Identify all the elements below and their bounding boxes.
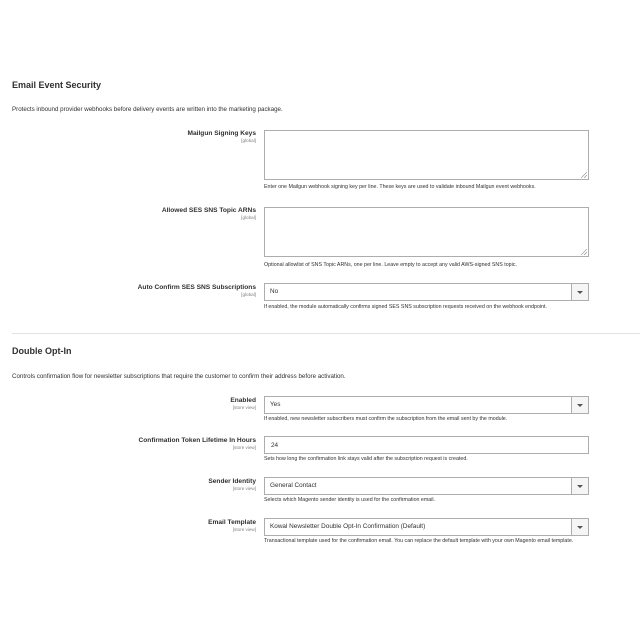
- field-label-email-template: Email Template: [208, 519, 256, 526]
- field-scope: [global]: [241, 292, 256, 297]
- section-divider: [12, 333, 640, 334]
- field-note-enabled: If enabled, new newsletter subscribers must confirm the subscription from the email sent by the module.: [264, 416, 508, 422]
- field-scope: [global]: [241, 215, 256, 220]
- field-scope: [store view]: [232, 445, 256, 450]
- token-lifetime-input[interactable]: [264, 436, 589, 454]
- select-arrow-button[interactable]: [571, 478, 588, 494]
- field-label-block: [208, 519, 256, 533]
- chevron-down-icon: [577, 526, 583, 529]
- field-scope: [store view]: [232, 486, 256, 491]
- field-label-mailgun-signing-keys: Mailgun Signing Keys: [187, 130, 256, 137]
- select-value: Yes: [270, 401, 281, 408]
- field-scope: [store view]: [232, 405, 256, 410]
- chevron-down-icon: [577, 404, 583, 407]
- allowed-sns-arns-textarea[interactable]: [264, 207, 589, 257]
- field-label-enabled: Enabled: [230, 397, 256, 404]
- mailgun-signing-keys-textarea[interactable]: [264, 130, 589, 180]
- section-title-double-opt-in: Double Opt-In: [12, 346, 72, 356]
- field-note-mailgun-signing-keys: Enter one Mailgun webhook signing key per line. These keys are used to validate inbound Mailgun event webhooks.: [264, 184, 536, 190]
- field-note-token-lifetime: Sets how long the confirmation link stays valid after the subscription request is created.: [264, 456, 468, 462]
- field-label-block: [162, 207, 256, 221]
- field-note-allowed-sns-arns: Optional allowlist of SNS Topic ARNs, one per line. Leave empty to accept any valid AWS-signed SNS topic.: [264, 262, 517, 268]
- field-label-auto-confirm: Auto Confirm SES SNS Subscriptions: [137, 284, 256, 291]
- field-label-block: [230, 397, 256, 411]
- field-label-sender-identity: Sender Identity: [208, 478, 256, 485]
- sender-identity-select[interactable]: [264, 477, 589, 495]
- enabled-select[interactable]: [264, 396, 589, 414]
- field-scope: [store view]: [232, 527, 256, 532]
- select-value: General Contact: [270, 482, 317, 489]
- field-note-email-template: Transactional template used for the confirmation email. You can replace the default template with your own Magento email template.: [264, 538, 574, 544]
- select-arrow-button[interactable]: [571, 397, 588, 413]
- field-note-auto-confirm: If enabled, the module automatically confirms signed SES SNS subscription requests received on the webhook endpoint.: [264, 304, 547, 310]
- field-label-block: [139, 437, 256, 451]
- select-arrow-button[interactable]: [571, 284, 588, 300]
- field-label-block: [138, 284, 256, 298]
- select-value: No: [270, 288, 279, 295]
- select-value: Kowal Newsletter Double Opt-In Confirmation (Default): [270, 523, 426, 530]
- allowed-sns-arns-wrapper: [264, 207, 589, 257]
- mailgun-signing-keys-wrapper: [264, 130, 589, 180]
- field-scope: [global]: [241, 138, 256, 143]
- auto-confirm-select[interactable]: [264, 283, 589, 301]
- field-note-sender-identity: Selects which Magento sender identity is used for the confirmation email.: [264, 497, 436, 503]
- field-label-block: [208, 478, 256, 492]
- field-label-block: [187, 130, 256, 144]
- select-arrow-button[interactable]: [571, 519, 588, 535]
- email-template-select[interactable]: [264, 518, 589, 536]
- field-label-token-lifetime: Confirmation Token Lifetime In Hours: [138, 437, 256, 444]
- section-title-email-event-security: Email Event Security: [12, 80, 102, 90]
- section-description-double-opt-in: Controls confirmation flow for newsletter subscriptions that require the customer to confirm their address before activation.: [12, 373, 346, 380]
- chevron-down-icon: [577, 485, 583, 488]
- field-label-allowed-sns-arns: Allowed SES SNS Topic ARNs: [161, 207, 256, 214]
- section-description-email-event-security: Protects inbound provider webhooks before delivery events are written into the marketing package.: [12, 106, 283, 113]
- chevron-down-icon: [577, 291, 583, 294]
